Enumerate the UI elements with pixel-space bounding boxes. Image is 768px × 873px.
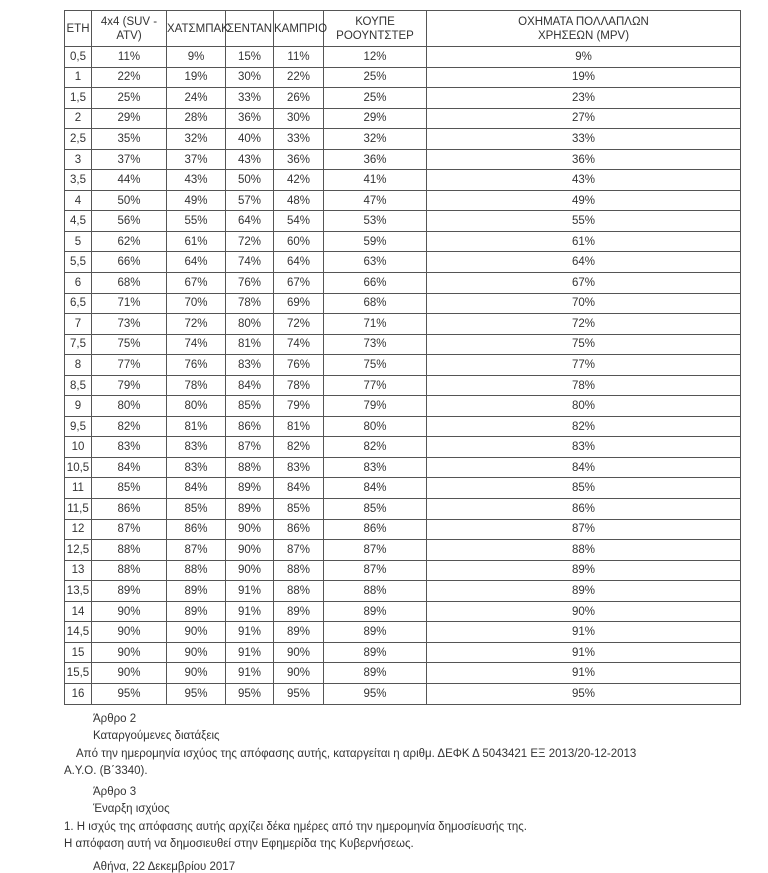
cell-percent: 86% (92, 499, 167, 520)
cell-percent: 32% (324, 129, 427, 150)
signature-place-date: Αθήνα, 22 Δεκεμβρίου 2017 (93, 861, 236, 873)
cell-percent: 33% (427, 129, 741, 150)
cell-percent: 89% (274, 601, 324, 622)
article3-subtitle: Έναρξη ισχύος (93, 803, 170, 815)
cell-years: 0,5 (65, 47, 92, 68)
cell-years: 6,5 (65, 293, 92, 314)
cell-percent: 88% (427, 540, 741, 561)
cell-years: 12,5 (65, 540, 92, 561)
cell-percent: 83% (324, 457, 427, 478)
cell-percent: 85% (274, 499, 324, 520)
cell-years: 11 (65, 478, 92, 499)
cell-percent: 47% (324, 190, 427, 211)
cell-percent: 88% (226, 457, 274, 478)
cell-percent: 82% (92, 416, 167, 437)
table-row (65, 190, 741, 211)
header-mpv-line1: ΟΧΗΜΑΤΑ ΠΟΛΛΑΠΛΩΝ (518, 15, 649, 28)
cell-percent: 33% (226, 88, 274, 109)
cell-percent: 88% (167, 560, 226, 581)
cell-years: 5,5 (65, 252, 92, 273)
cell-percent: 90% (167, 663, 226, 684)
cell-percent: 84% (324, 478, 427, 499)
cell-percent: 90% (92, 642, 167, 663)
table-row (65, 499, 741, 520)
table-row (65, 663, 741, 684)
cell-percent: 43% (167, 170, 226, 191)
cell-percent: 72% (274, 314, 324, 335)
cell-percent: 88% (92, 540, 167, 561)
cell-percent: 36% (226, 108, 274, 129)
cell-years: 14 (65, 601, 92, 622)
cell-percent: 75% (427, 334, 741, 355)
cell-percent: 62% (92, 231, 167, 252)
cell-percent: 85% (226, 396, 274, 417)
cell-percent: 48% (274, 190, 324, 211)
cell-percent: 61% (167, 231, 226, 252)
table-row (65, 396, 741, 417)
cell-percent: 23% (427, 88, 741, 109)
cell-percent: 70% (427, 293, 741, 314)
cell-percent: 55% (427, 211, 741, 232)
cell-years: 9,5 (65, 416, 92, 437)
cell-years: 2,5 (65, 129, 92, 150)
header-mpv-line2: ΧΡΗΣΕΩΝ (MPV) (537, 29, 630, 42)
cell-percent: 37% (92, 149, 167, 170)
cell-percent: 60% (274, 231, 324, 252)
cell-percent: 86% (274, 519, 324, 540)
cell-percent: 42% (274, 170, 324, 191)
cell-percent: 88% (92, 560, 167, 581)
table-row (65, 683, 741, 704)
table-row (65, 581, 741, 602)
table-row (65, 560, 741, 581)
table-header-row (65, 11, 741, 47)
cell-percent: 59% (324, 231, 427, 252)
cell-percent: 91% (226, 663, 274, 684)
header-mpv (427, 11, 741, 47)
cell-years: 4,5 (65, 211, 92, 232)
article3-body-line2: Η απόφαση αυτή να δημοσιευθεί στην Εφημερίδα της Κυβερνήσεως. (64, 838, 414, 850)
cell-percent: 50% (226, 170, 274, 191)
cell-years: 5 (65, 231, 92, 252)
cell-years: 6 (65, 273, 92, 294)
cell-percent: 95% (427, 683, 741, 704)
cell-percent: 26% (274, 88, 324, 109)
cell-years: 11,5 (65, 499, 92, 520)
cell-percent: 11% (274, 47, 324, 68)
cell-percent: 35% (92, 129, 167, 150)
cell-percent: 77% (92, 355, 167, 376)
cell-percent: 95% (167, 683, 226, 704)
cell-percent: 64% (226, 211, 274, 232)
cell-years: 9 (65, 396, 92, 417)
cell-percent: 91% (226, 642, 274, 663)
cell-years: 1,5 (65, 88, 92, 109)
cell-percent: 67% (427, 273, 741, 294)
cell-percent: 73% (92, 314, 167, 335)
table-row (65, 622, 741, 643)
article3-title: Άρθρο 3 (93, 786, 137, 798)
cell-percent: 67% (167, 273, 226, 294)
cell-percent: 57% (226, 190, 274, 211)
cell-percent: 79% (324, 396, 427, 417)
cell-percent: 50% (92, 190, 167, 211)
cell-percent: 71% (324, 314, 427, 335)
table-row (65, 314, 741, 335)
table-row (65, 129, 741, 150)
cell-percent: 41% (324, 170, 427, 191)
cell-percent: 43% (427, 170, 741, 191)
cell-percent: 44% (92, 170, 167, 191)
cell-percent: 90% (226, 519, 274, 540)
cell-percent: 87% (427, 519, 741, 540)
table-row (65, 67, 741, 88)
cell-percent: 64% (274, 252, 324, 273)
cell-percent: 90% (167, 642, 226, 663)
cell-percent: 36% (324, 149, 427, 170)
cell-percent: 85% (167, 499, 226, 520)
cell-percent: 82% (274, 437, 324, 458)
cell-percent: 74% (274, 334, 324, 355)
cell-percent: 86% (324, 519, 427, 540)
cell-percent: 80% (226, 314, 274, 335)
cell-percent: 72% (167, 314, 226, 335)
cell-percent: 89% (167, 601, 226, 622)
table-body (65, 47, 741, 705)
cell-percent: 66% (92, 252, 167, 273)
cell-percent: 83% (167, 457, 226, 478)
cell-years: 10 (65, 437, 92, 458)
cell-years: 15 (65, 642, 92, 663)
article3-body-line1: 1. Η ισχύς της απόφασης αυτής αρχίζει δέκα ημέρες από την ημερομηνία δημοσίευσής της. (64, 821, 527, 833)
cell-years: 13 (65, 560, 92, 581)
cell-years: 7,5 (65, 334, 92, 355)
cell-percent: 67% (274, 273, 324, 294)
cell-percent: 72% (427, 314, 741, 335)
cell-percent: 90% (92, 663, 167, 684)
cell-percent: 85% (427, 478, 741, 499)
header-coupe-roadster: ΚΟΥΠΕ ΡΟΟΥΝΤΣΤΕΡ (324, 11, 427, 47)
cell-years: 16 (65, 683, 92, 704)
table-row (65, 231, 741, 252)
cell-percent: 95% (274, 683, 324, 704)
table-row (65, 211, 741, 232)
table-row (65, 252, 741, 273)
cell-percent: 81% (226, 334, 274, 355)
cell-percent: 74% (226, 252, 274, 273)
cell-percent: 86% (167, 519, 226, 540)
cell-percent: 82% (427, 416, 741, 437)
cell-percent: 56% (92, 211, 167, 232)
cell-percent: 49% (167, 190, 226, 211)
depreciation-table (64, 10, 741, 705)
table-row (65, 540, 741, 561)
cell-years: 3,5 (65, 170, 92, 191)
cell-percent: 91% (427, 642, 741, 663)
cell-percent: 25% (324, 88, 427, 109)
cell-percent: 89% (92, 581, 167, 602)
cell-percent: 85% (324, 499, 427, 520)
table-row (65, 601, 741, 622)
cell-years: 10,5 (65, 457, 92, 478)
cell-percent: 19% (427, 67, 741, 88)
cell-percent: 78% (226, 293, 274, 314)
cell-percent: 12% (324, 47, 427, 68)
cell-years: 12 (65, 519, 92, 540)
cell-percent: 87% (167, 540, 226, 561)
cell-years: 15,5 (65, 663, 92, 684)
table-row (65, 293, 741, 314)
cell-percent: 25% (92, 88, 167, 109)
cell-years: 2 (65, 108, 92, 129)
cell-percent: 84% (92, 457, 167, 478)
cell-percent: 43% (226, 149, 274, 170)
table-row (65, 375, 741, 396)
cell-percent: 85% (92, 478, 167, 499)
cell-percent: 36% (274, 149, 324, 170)
cell-percent: 91% (226, 601, 274, 622)
cell-years: 4 (65, 190, 92, 211)
cell-percent: 83% (167, 437, 226, 458)
table-row (65, 519, 741, 540)
cell-years: 14,5 (65, 622, 92, 643)
header-years: ΕΤΗ (65, 11, 92, 47)
cell-percent: 91% (226, 581, 274, 602)
cell-years: 8 (65, 355, 92, 376)
cell-percent: 40% (226, 129, 274, 150)
cell-percent: 49% (427, 190, 741, 211)
table-row (65, 416, 741, 437)
cell-percent: 88% (324, 581, 427, 602)
cell-percent: 22% (274, 67, 324, 88)
cell-percent: 25% (324, 67, 427, 88)
cell-percent: 77% (324, 375, 427, 396)
cell-percent: 37% (167, 149, 226, 170)
cell-percent: 69% (274, 293, 324, 314)
cell-percent: 77% (427, 355, 741, 376)
cell-percent: 79% (92, 375, 167, 396)
cell-percent: 90% (92, 622, 167, 643)
cell-percent: 75% (92, 334, 167, 355)
article2-body-line2: Α.Υ.Ο. (Β΄3340). (64, 765, 148, 777)
cell-percent: 76% (167, 355, 226, 376)
cell-percent: 84% (226, 375, 274, 396)
cell-percent: 89% (324, 642, 427, 663)
header-4x4: 4x4 (SUV - ATV) (92, 11, 167, 47)
cell-percent: 73% (324, 334, 427, 355)
cell-percent: 88% (274, 560, 324, 581)
cell-percent: 28% (167, 108, 226, 129)
cell-percent: 90% (274, 642, 324, 663)
cell-percent: 30% (274, 108, 324, 129)
table-row (65, 108, 741, 129)
cell-percent: 27% (427, 108, 741, 129)
cell-percent: 89% (226, 478, 274, 499)
table-row (65, 47, 741, 68)
cell-percent: 75% (324, 355, 427, 376)
cell-percent: 90% (226, 540, 274, 561)
cell-years: 1 (65, 67, 92, 88)
cell-percent: 89% (324, 601, 427, 622)
cell-percent: 24% (167, 88, 226, 109)
cell-percent: 87% (226, 437, 274, 458)
cell-years: 7 (65, 314, 92, 335)
cell-percent: 89% (324, 622, 427, 643)
cell-percent: 15% (226, 47, 274, 68)
table-row (65, 273, 741, 294)
cell-percent: 89% (427, 581, 741, 602)
cell-percent: 91% (427, 622, 741, 643)
cell-percent: 95% (226, 683, 274, 704)
cell-percent: 76% (274, 355, 324, 376)
cell-percent: 90% (92, 601, 167, 622)
cell-percent: 74% (167, 334, 226, 355)
article2-title: Άρθρο 2 (93, 713, 137, 725)
cell-percent: 83% (274, 457, 324, 478)
cell-percent: 87% (274, 540, 324, 561)
table-row (65, 642, 741, 663)
cell-percent: 55% (167, 211, 226, 232)
cell-percent: 78% (427, 375, 741, 396)
cell-percent: 61% (427, 231, 741, 252)
article2-body-line1: Από την ημερομηνία ισχύος της απόφασης αυτής, καταργείται η αριθμ. ΔΕΦΚ Δ 5043421 ΕΞ 2013/20-12-2013 (76, 748, 637, 760)
cell-percent: 68% (92, 273, 167, 294)
cell-percent: 63% (324, 252, 427, 273)
cell-percent: 30% (226, 67, 274, 88)
cell-percent: 91% (427, 663, 741, 684)
cell-percent: 53% (324, 211, 427, 232)
cell-percent: 95% (92, 683, 167, 704)
table-row (65, 457, 741, 478)
table-row (65, 437, 741, 458)
cell-percent: 86% (427, 499, 741, 520)
table-row (65, 170, 741, 191)
cell-percent: 95% (324, 683, 427, 704)
cell-percent: 19% (167, 67, 226, 88)
cell-percent: 29% (324, 108, 427, 129)
cell-percent: 36% (427, 149, 741, 170)
cell-years: 8,5 (65, 375, 92, 396)
header-hatchback: ΧΑΤΣΜΠΑΚ (167, 11, 226, 47)
cell-percent: 70% (167, 293, 226, 314)
cell-percent: 32% (167, 129, 226, 150)
cell-years: 13,5 (65, 581, 92, 602)
cell-percent: 64% (167, 252, 226, 273)
cell-percent: 81% (274, 416, 324, 437)
table-row (65, 355, 741, 376)
cell-percent: 83% (226, 355, 274, 376)
cell-years: 3 (65, 149, 92, 170)
table-row (65, 88, 741, 109)
cell-percent: 29% (92, 108, 167, 129)
cell-percent: 84% (274, 478, 324, 499)
cell-percent: 76% (226, 273, 274, 294)
cell-percent: 9% (427, 47, 741, 68)
cell-percent: 80% (324, 416, 427, 437)
cell-percent: 81% (167, 416, 226, 437)
cell-percent: 11% (92, 47, 167, 68)
cell-percent: 87% (324, 540, 427, 561)
cell-percent: 33% (274, 129, 324, 150)
cell-percent: 84% (427, 457, 741, 478)
cell-percent: 88% (274, 581, 324, 602)
table-row (65, 149, 741, 170)
cell-percent: 79% (274, 396, 324, 417)
cell-percent: 90% (167, 622, 226, 643)
cell-percent: 87% (324, 560, 427, 581)
cell-percent: 90% (226, 560, 274, 581)
cell-percent: 89% (324, 663, 427, 684)
cell-percent: 80% (167, 396, 226, 417)
cell-percent: 89% (167, 581, 226, 602)
table-row (65, 478, 741, 499)
cell-percent: 78% (274, 375, 324, 396)
cell-percent: 80% (92, 396, 167, 417)
cell-percent: 89% (226, 499, 274, 520)
cell-percent: 89% (427, 560, 741, 581)
article2-subtitle: Καταργούμενες διατάξεις (93, 730, 220, 742)
cell-percent: 82% (324, 437, 427, 458)
cell-percent: 90% (274, 663, 324, 684)
cell-percent: 80% (427, 396, 741, 417)
table-row (65, 334, 741, 355)
cell-percent: 86% (226, 416, 274, 437)
cell-percent: 89% (274, 622, 324, 643)
cell-percent: 83% (427, 437, 741, 458)
cell-percent: 22% (92, 67, 167, 88)
cell-percent: 84% (167, 478, 226, 499)
cell-percent: 54% (274, 211, 324, 232)
cell-percent: 64% (427, 252, 741, 273)
cell-percent: 87% (92, 519, 167, 540)
header-cabrio: ΚΑΜΠΡΙΟ (274, 11, 324, 47)
cell-percent: 72% (226, 231, 274, 252)
header-sedan: ΣΕΝΤΑΝ (226, 11, 274, 47)
cell-percent: 83% (92, 437, 167, 458)
cell-percent: 68% (324, 293, 427, 314)
cell-percent: 71% (92, 293, 167, 314)
cell-percent: 9% (167, 47, 226, 68)
cell-percent: 78% (167, 375, 226, 396)
cell-percent: 90% (427, 601, 741, 622)
cell-percent: 66% (324, 273, 427, 294)
cell-percent: 91% (226, 622, 274, 643)
